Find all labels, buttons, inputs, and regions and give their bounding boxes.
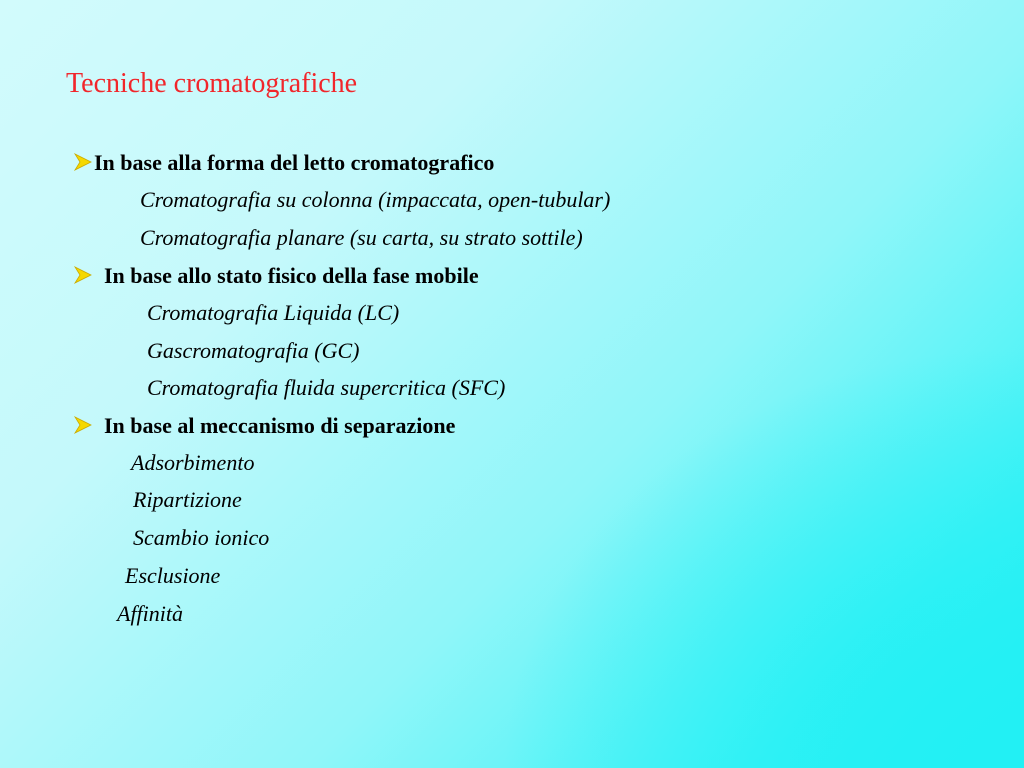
section-item: Cromatografia Liquida (LC): [147, 300, 400, 325]
section-item: Ripartizione: [133, 487, 242, 512]
section-item: Gascromatografia (GC): [147, 338, 360, 363]
slide-title: Tecniche cromatografiche: [66, 68, 358, 99]
section-heading-2: [72, 264, 479, 287]
section-heading-1: [72, 151, 494, 174]
arrow-bullet-icon: [72, 151, 94, 173]
arrow-bullet-icon: [72, 414, 94, 436]
section-heading-text: In base allo stato fisico della fase mobile: [104, 263, 479, 288]
section-item: Esclusione: [125, 563, 221, 588]
section-item: Cromatografia su colonna (impaccata, open-tubular): [140, 187, 611, 212]
section-item: Cromatografia planare (su carta, su strato sottile): [140, 225, 583, 250]
section-item: Cromatografia fluida supercritica (SFC): [147, 375, 506, 400]
section-item: Adsorbimento: [131, 450, 255, 475]
section-heading-text: In base al meccanismo di separazione: [104, 413, 456, 438]
section-heading-3: [72, 414, 455, 437]
section-item: Affinità: [117, 601, 183, 626]
section-item: Scambio ionico: [133, 525, 270, 550]
arrow-bullet-icon: [72, 264, 94, 286]
section-heading-text: In base alla forma del letto cromatografico: [94, 150, 495, 175]
